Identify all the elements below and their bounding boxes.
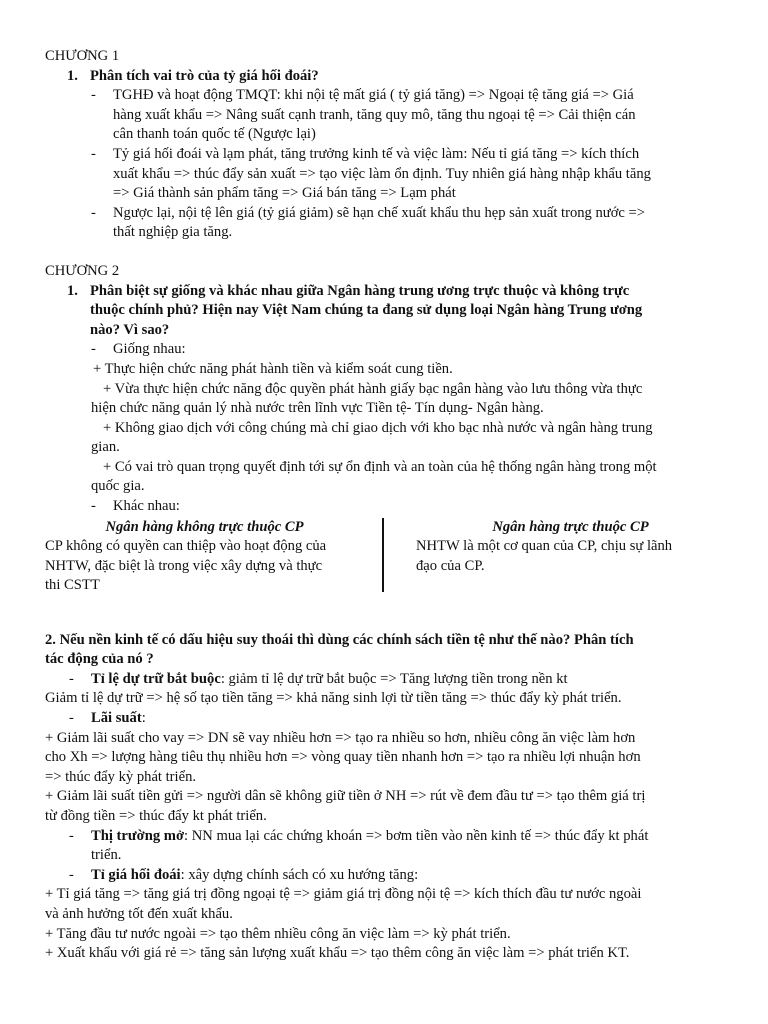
dash-marker: -	[91, 87, 96, 104]
policy-exchange-rate	[45, 866, 725, 886]
question-2-2-text: tác động của nó ?	[45, 651, 154, 668]
text-line: cân thanh toán quốc tế (Ngược lại)	[113, 126, 316, 143]
policy-text: : xây dựng chính sách có xu hướng tăng:	[180, 866, 419, 883]
text-line: hàng xuất khẩu => Nâng suất cạnh tranh, tăng quy mô, tăng thu ngoại tệ => Cải thiện cán	[113, 106, 636, 123]
table-cell-line: CP không có quyền can thiệp vào hoạt động của	[45, 538, 327, 555]
policy-label: Thị trường mở	[91, 827, 185, 844]
policy-open-market	[45, 827, 725, 847]
text-line: Giảm tỉ lệ dự trữ => hệ số tạo tiền tăng => khả năng sinh lợi từ tiền tăng => thúc đẩy kỳ phát triển.	[45, 690, 622, 707]
text-line: Tỷ giá hối đoái và lạm phát, tăng trưởng kinh tế và việc làm: Nếu tỉ giá tăng => kích thích	[113, 145, 640, 162]
text-line: + Tỉ giá tăng => tăng giá trị đồng ngoại tệ => giảm giá trị đồng nội tệ => kích thích đầu tư nước ngoài	[45, 886, 642, 903]
chapter-1-heading: CHƯƠNG 1	[45, 48, 120, 64]
dash-marker: -	[69, 866, 74, 883]
diff-label	[45, 497, 725, 517]
similarity-item-cont: hiện chức năng quản lý nhà nước trên lĩnh vực Tiền tệ- Tín dụng- Ngân hàng.	[91, 400, 544, 417]
similarity-item: + Không giao dịch với công chúng mà chỉ giao dịch với kho bạc nhà nước và ngân hàng trung	[103, 419, 653, 436]
question-2-1	[45, 282, 725, 341]
similarity-item-cont: quốc gia.	[91, 478, 145, 495]
text-line: => Giá thành sản phẩm tăng => Giá bán tăng => Lạm phát	[113, 185, 456, 202]
text-line: và ảnh hưởng tốt đến xuất khẩu.	[45, 905, 233, 922]
question-number: 1.	[67, 67, 78, 84]
similarity-item: + Vừa thực hiện chức năng độc quyền phát hành giấy bạc ngân hàng vào lưu thông vừa thực	[103, 380, 643, 397]
policy-label: Tỉ giá hối đoái	[91, 866, 181, 883]
text-line: Ngược lại, nội tệ lên giá (tỷ giá giảm) sẽ hạn chế xuất khẩu thu hẹp sản xuất trong nước =>	[113, 204, 646, 221]
section-label: Giống nhau:	[113, 341, 186, 358]
list-item	[45, 204, 725, 243]
policy-interest	[45, 709, 725, 729]
question-1-1	[45, 67, 725, 87]
list-item	[45, 145, 725, 204]
question-number: 1.	[67, 282, 78, 299]
dash-marker: -	[69, 710, 74, 727]
table-cell-line: NHTW, đặc biệt là trong việc xây dựng và thực	[45, 557, 323, 574]
text-line: + Tăng đầu tư nước ngoài => tạo thêm nhiều công ăn việc làm => kỳ phát triển.	[45, 925, 511, 942]
text-line: cho Xh => lượng hàng tiêu thụ nhiều hơn => vòng quay tiền nhanh hơn => tạo ra nhiều lợi nhuận hơn	[45, 749, 641, 766]
table-column-right	[384, 518, 725, 592]
dash-marker: -	[69, 670, 74, 687]
text-line: => thúc đẩy kỳ phát triển.	[45, 768, 197, 785]
text-line: xuất khẩu => thúc đẩy sản xuất => tạo việc làm ổn định. Tuy nhiên giá hàng nhập khẩu tăng	[113, 165, 651, 182]
comparison-table	[45, 518, 725, 592]
similarity-item: + Thực hiện chức năng phát hành tiền và kiểm soát cung tiền.	[93, 360, 453, 377]
text-line: + Giảm lãi suất tiền gửi => người dân sẽ không giữ tiền ở NH => rút về đem đầu tư => tạo thêm giá trị	[45, 788, 646, 805]
dash-marker: -	[91, 145, 96, 162]
policy-label: Tỉ lệ dự trữ bắt buộc	[91, 670, 221, 687]
section-label: Khác nhau:	[113, 498, 180, 515]
column-header: Ngân hàng trực thuộc CP	[492, 518, 649, 535]
question-text: Phân tích vai trò của tỷ giá hối đoái?	[90, 67, 319, 84]
text-line: + Xuất khẩu với giá rẻ => tăng sản lượng xuất khẩu => tạo thêm công ăn việc làm => phát triển KT.	[45, 945, 630, 962]
table-cell-line: thi CSTT	[45, 577, 100, 594]
dash-marker: -	[91, 341, 96, 358]
table-cell-line: đạo của CP.	[415, 557, 485, 574]
question-text: nào? Vì sao?	[90, 321, 170, 338]
similarity-item: + Có vai trò quan trọng quyết định tới sự ổn định và an toàn của hệ thống ngân hàng trong một	[103, 458, 657, 475]
text-line: TGHĐ và hoạt động TMQT: khi nội tệ mất giá ( tỷ giá tăng) => Ngoại tệ tăng giá => Giá	[113, 87, 634, 104]
policy-text: :	[141, 710, 146, 727]
dash-marker: -	[91, 204, 96, 221]
chapter-2-heading: CHƯƠNG 2	[45, 262, 120, 279]
policy-reserve	[45, 670, 725, 690]
dash-marker: -	[69, 827, 74, 844]
question-text: thuộc chính phủ? Hiện nay Việt Nam chúng ta đang sử dụng loại Ngân hàng Trung ương	[90, 302, 643, 319]
question-text: Phân biệt sự giống và khác nhau giữa Ngân hàng trung ương trực thuộc và không trực	[90, 282, 630, 299]
text-line: từ đồng tiền => thúc đẩy kt phát triển.	[45, 808, 267, 824]
column-header: Ngân hàng không trực thuộc CP	[105, 518, 304, 535]
policy-text: : NN mua lại các chứng khoán => bơm tiền vào nền kinh tế => thúc đẩy kt phát	[184, 827, 649, 844]
dash-marker: -	[91, 498, 96, 515]
similar-label	[45, 340, 725, 360]
text-line: thất nghiệp gia tăng.	[113, 224, 233, 241]
policy-label: Lãi suất	[91, 710, 142, 727]
document-page	[45, 47, 725, 964]
table-column-left	[45, 518, 364, 592]
table-cell-line: NHTW là một cơ quan của CP, chịu sự lãnh	[415, 538, 673, 555]
text-line: + Giảm lãi suất cho vay => DN sẽ vay nhiều hơn => tạo ra nhiều so hơn, nhiều công ăn việc làm hơn	[45, 729, 636, 746]
similarity-item-cont: gian.	[91, 439, 120, 456]
question-2-2-text: 2. Nếu nền kinh tế có dấu hiệu suy thoái thì dùng các chính sách tiền tệ như thế nào? Phân tích	[45, 631, 634, 648]
policy-text: : giảm tỉ lệ dự trữ bắt buộc => Tăng lượng tiền trong nền kt	[220, 670, 568, 687]
text-line: triển.	[91, 847, 122, 864]
list-item	[45, 86, 725, 145]
